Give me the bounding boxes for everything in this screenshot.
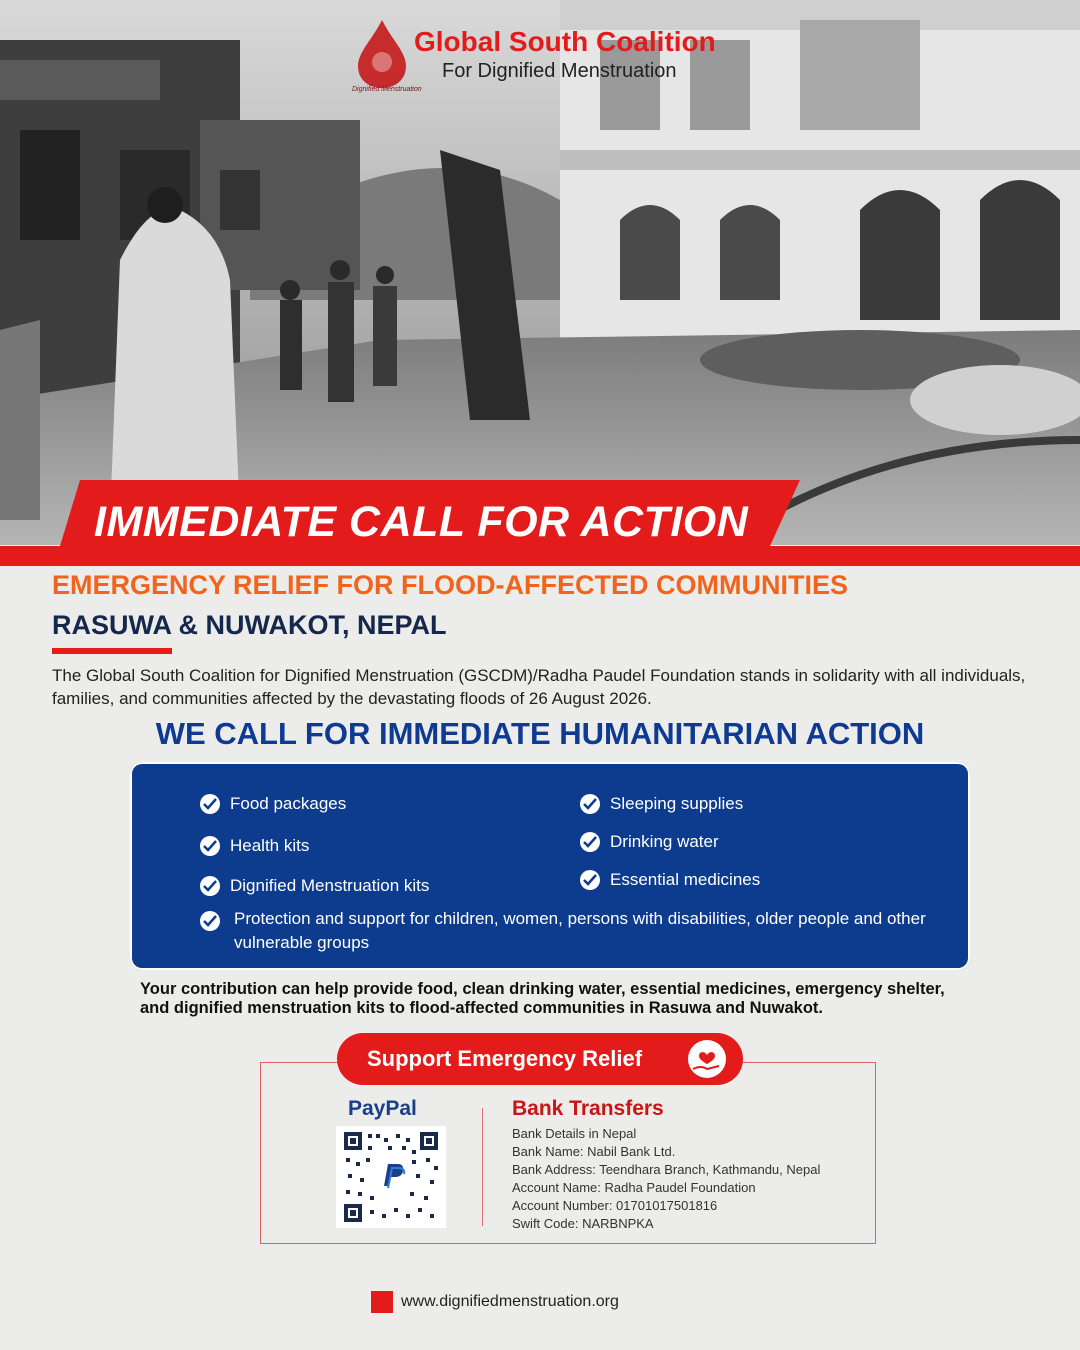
heading-underline [52,648,172,654]
need-label: Essential medicines [610,870,761,889]
banner-title: IMMEDIATE CALL FOR ACTION [94,498,749,546]
bank-detail-line: Bank Name: Nabil Bank Ltd. [512,1144,676,1159]
brand-tagline: Dignified Menstruation [352,86,422,93]
need-item-food [200,792,346,816]
need-item-menstruation [200,874,429,898]
paypal-title: PayPal [348,1097,417,1120]
emergency-heading: EMERGENCY RELIEF FOR FLOOD-AFFECTED COMMUNITIES [52,570,848,600]
check-circle-icon [580,794,600,814]
need-item-health [200,834,309,858]
need-label: Dignified Menstruation kits [230,876,430,895]
need-item-protection [200,907,960,955]
need-item-water [580,830,719,854]
brand-logo [350,18,750,98]
bank-detail-line: Bank Address: Teendhara Branch, Kathmandu, Nepal [512,1162,821,1177]
need-label: Sleeping supplies [610,794,744,813]
need-item-sleeping [580,792,743,816]
support-relief-label: Support Emergency Relief [367,1046,643,1071]
support-relief-button[interactable] [337,1033,743,1085]
brand-subtitle: For Dignified Menstruation [442,60,677,82]
check-circle-icon [580,870,600,890]
call-heading: WE CALL FOR IMMEDIATE HUMANITARIAN ACTION [155,716,925,751]
brand-title: Global South Coalition [414,26,716,57]
contribution-text: Your contribution can help provide food, clean drinking water, essential medicines, emergency shelter, and dignified menstruation kits to flood-affected communities in Rasuwa and Nuwakot. [140,980,945,1017]
bank-transfers-title: Bank Transfers [512,1097,664,1120]
need-label: Protection and support for children, women, persons with disabilities, older people and other vulnerable groups [234,909,926,952]
check-circle-icon [200,836,220,856]
check-circle-icon [200,794,220,814]
heart-hand-icon [687,1039,727,1079]
bank-detail-line: Account Number: 01701017501816 [512,1198,718,1213]
check-circle-icon [580,832,600,852]
check-circle-icon [200,911,220,931]
qr-code-icon [336,1126,446,1228]
needs-panel [130,762,970,970]
location-heading: RASUWA & NUWAKOT, NEPAL [52,610,447,640]
bank-detail-line: Swift Code: NARBNPKA [512,1216,654,1231]
need-label: Health kits [230,836,310,855]
footer-marker-icon [371,1291,393,1313]
need-item-medicines [580,868,760,892]
intro-paragraph: The Global South Coalition for Dignified Menstruation (GSCDM)/Radha Paudel Foundation stands in solidarity with all individuals, families, and communities affected by the devastating floods of 26 August 2026. [52,666,1026,708]
need-label: Food packages [230,794,347,813]
donation-divider [482,1108,483,1226]
paypal-qr-code[interactable] [336,1126,446,1228]
drop-logo-icon [352,18,412,90]
website-link[interactable]: www.dignifiedmenstruation.org [401,1293,619,1310]
bank-detail-line: Bank Details in Nepal [512,1126,637,1141]
need-label: Drinking water [610,832,719,851]
bank-detail-line: Account Name: Radha Paudel Foundation [512,1180,756,1195]
check-circle-icon [200,876,220,896]
hero-photo [0,0,1080,545]
